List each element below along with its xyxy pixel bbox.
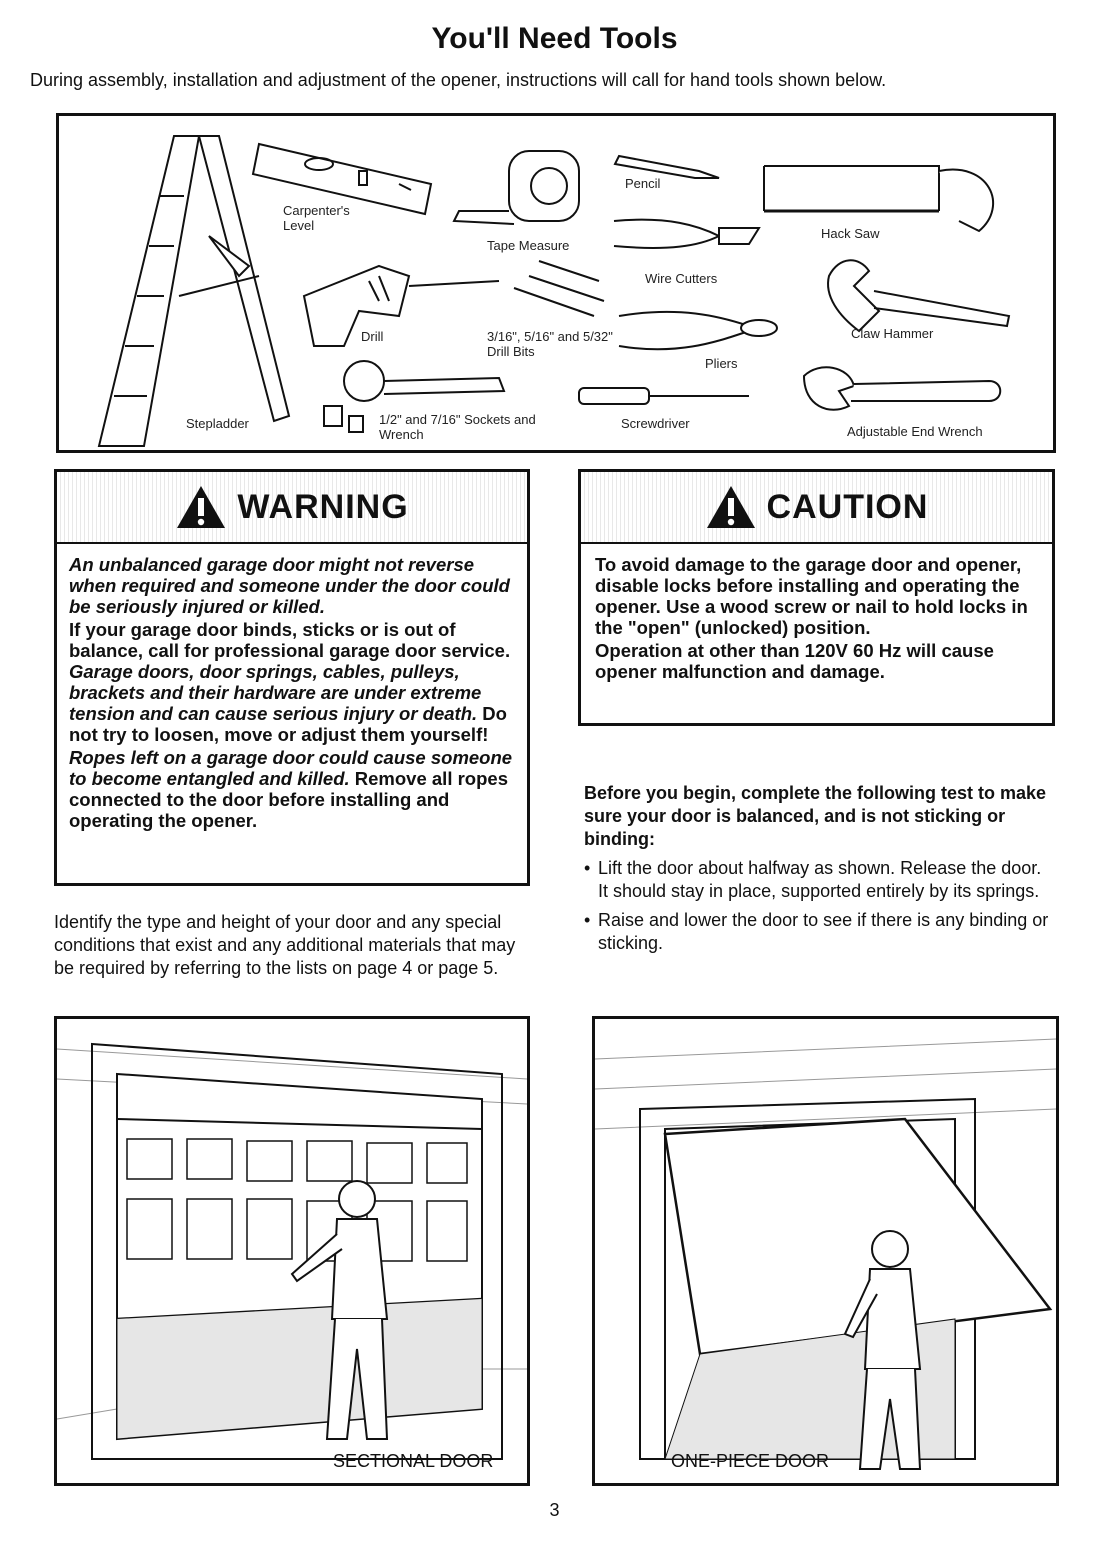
drill-bits-icon [514,261,604,316]
caption-onepiece: ONE-PIECE DOOR [671,1451,830,1471]
identify-text: Identify the type and height of your door and any special conditions that exist and any additional materials that may be required by referring to the lists on page 4 or page 5. [54,912,516,978]
caution-triangle-icon [705,484,757,530]
pencil-icon [615,156,719,178]
caution-p1: To avoid damage to the garage door and opener, disable locks before installing and operating the opener. Use a wood screw or nail to hold locks in the "open" (unlocked) position. [595,554,1028,638]
warning-triangle-icon [175,484,227,530]
screwdriver-icon [579,388,749,404]
pliers-icon [619,312,777,349]
label-wrench: Adjustable End Wrench [847,424,983,439]
caution-heading: CAUTION [766,487,929,526]
label-wirecutters: Wire Cutters [645,271,718,286]
drill-icon [304,266,499,346]
caution-body [595,554,1043,684]
tools-illustration [59,116,1053,450]
test-bullet: • Raise and lower the door to see if there is any binding or sticking. [584,909,1054,955]
label-hammer: Claw Hammer [851,326,934,341]
sectional-door-illustration [57,1019,527,1483]
caution-p2: Operation at other than 120V 60 Hz will cause opener malfunction and damage. [595,640,994,682]
warning-p1: An unbalanced garage door might not reverse when required and someone under the door could be seriously injured or killed. [69,554,510,617]
label-pencil: Pencil [625,176,661,191]
label-stepladder: Stepladder [186,416,249,431]
label-screwdriver: Screwdriver [621,416,690,431]
caution-panel [578,469,1055,726]
intro-text: During assembly, installation and adjustment of the opener, instructions will call for hand tools shown below. [30,70,887,90]
page-number: 3 [549,1500,560,1520]
label-level: Carpenter's Level [283,203,350,233]
one-piece-door-figure [592,1016,1059,1486]
warning-panel [54,469,530,886]
tape-measure-icon [454,151,579,224]
test-bullets [584,857,1054,955]
label-drill: Drill [361,329,384,344]
page-title: You'll Need Tools [431,22,678,55]
test-bullet: • Lift the door about halfway as shown. Release the door. It should stay in place, supported entirely by its springs. [584,857,1054,903]
warning-heading: WARNING [237,487,409,526]
claw-hammer-icon [828,260,1009,331]
one-piece-door-illustration [595,1019,1056,1483]
tools-figure [56,113,1056,453]
warning-p2: If your garage door binds, sticks or is out of balance, call for professional garage door service. Garage doors, door springs, cables, pulleys, brackets and their hardware are under extreme tension and can cause serious injury or death. Do not try to loosen, move or adjust them yourself! [69,619,511,745]
test-lead: Before you begin, complete the following test to make sure your door is balanced, and is not sticking or binding: [584,783,1047,849]
sectional-door-figure [54,1016,530,1486]
label-bits: 3/16", 5/16" and 5/32" Drill Bits [487,329,613,359]
label-pliers: Pliers [705,356,738,371]
stepladder-icon [99,136,289,446]
adjustable-wrench-icon [804,367,1000,409]
label-sockets: 1/2" and 7/16" Sockets and Wrench [379,412,536,442]
label-tape: Tape Measure [487,238,570,253]
warning-banner [57,472,527,544]
balance-test [584,782,1054,961]
warning-body [69,554,517,833]
caution-banner [581,472,1052,544]
wire-cutters-icon [614,220,759,248]
warning-p3: Ropes left on a garage door could cause someone to become entangled and killed. Remove all ropes connected to the door before installing and operating the opener. [69,747,513,831]
hacksaw-icon [764,166,993,231]
caption-sectional: SECTIONAL DOOR [333,1451,494,1471]
label-hacksaw: Hack Saw [821,226,880,241]
